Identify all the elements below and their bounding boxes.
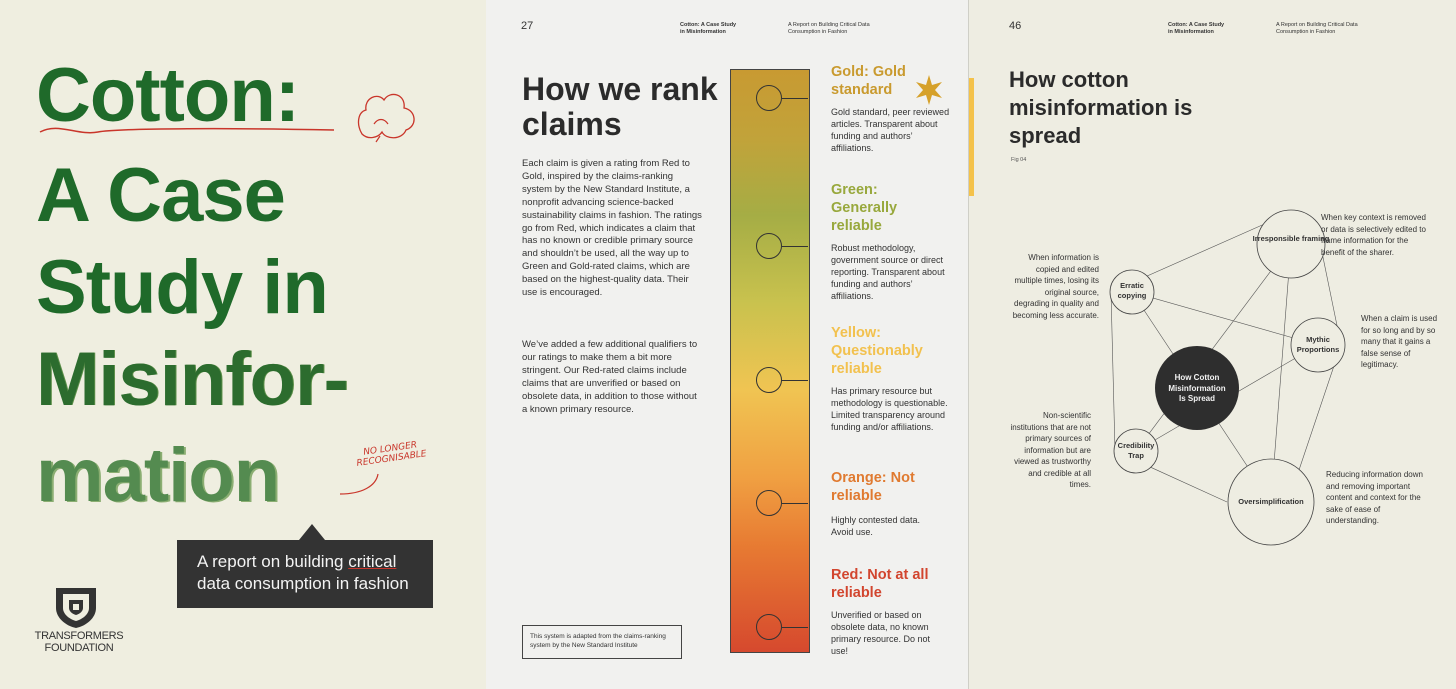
center-node-label: How Cotton Misinformation Is Spread <box>1168 373 1226 403</box>
title-underline-scribble <box>38 120 338 140</box>
running-header-subtitle: A Report on Building Critical Data Consumption in Fashion <box>788 22 870 35</box>
rating-title-red: Red: Not at all reliable <box>831 567 929 601</box>
page-number: 27 <box>521 20 534 32</box>
cover-title-line-3: Study in <box>36 245 328 330</box>
scribble-note: NO LONGER RECOGNISABLE <box>356 440 428 470</box>
page-number: 46 <box>1009 20 1022 32</box>
rating-title-green: Green: Generally reliable <box>831 182 898 234</box>
source-note-box: This system is adapted from the claims-ranking system by the New Standard Institute <box>522 625 682 659</box>
page-title: How cotton misinformation is spread <box>1009 67 1193 148</box>
rating-desc-orange: Highly contested data. Avoid use. <box>831 515 921 537</box>
cover-title-line-2: A Case <box>36 153 285 238</box>
rating-desc-red: Unverified or based on obsolete data, no known primary resource. Do not use! <box>831 610 931 656</box>
page-title: How we rank claims <box>522 71 718 142</box>
desc-oversimplification: Reducing information down and removing important content and context for the sake of ease of understanding. <box>1326 470 1423 525</box>
marker-connector <box>782 503 808 504</box>
logo-line-1: TRANSFORMERS <box>34 630 124 642</box>
running-header-title: Cotton: A Case Study in Misinformation <box>680 22 737 35</box>
desc-mythic-proportions: When a claim is used for so long and by so many that it gains a false sense of legitimacy. <box>1361 314 1438 369</box>
rank-claims-page <box>486 0 968 689</box>
node-erratic-copying: Erratic copying <box>1117 281 1147 300</box>
running-header-title: Cotton: A Case Study in Misinformation <box>1168 22 1225 35</box>
cotton-boll-doodle-icon <box>352 84 422 144</box>
subtitle-text-1: A report on building <box>197 552 349 571</box>
running-header-subtitle: A Report on Building Critical Data Consumption in Fashion <box>1276 22 1358 35</box>
desc-erratic-copying: When information is copied and edited multiple times, losing its original source, degrading in quality and becoming less accurate. <box>1012 253 1099 320</box>
subtitle-text-2: data consumption in fashion <box>197 574 409 593</box>
intro-paragraph: Each claim is given a rating from Red to Gold, inspired by the claims-ranking system by the New Standard Institute, a nonprofit advancing science-backed sustainability claims in fashion. The ratings go from Red, which indicates a claim that has no known or credible primary source and shouldn’t be used, all the way up to Green and Gold-rated claims, which are based on the highest-quality data. Their use is encouraged. <box>522 158 702 299</box>
rating-title-yellow: Yellow: Questionably reliable <box>831 325 923 377</box>
rating-marker-gold <box>756 85 782 111</box>
cover-title-line-4: Misinfor- <box>36 337 348 422</box>
rating-marker-red <box>756 614 782 640</box>
node-credibility-trap: Credibility Trap <box>1117 441 1155 460</box>
node-irresponsible-framing: Irresponsible framing <box>1252 234 1330 243</box>
rating-gradient-bar <box>730 69 810 653</box>
subtitle-emphasis: critical <box>348 552 397 571</box>
rating-desc-gold: Gold standard, peer reviewed articles. Transparent about funding and authors’ affiliations. <box>831 107 950 153</box>
rating-desc-yellow: Has primary resource but methodology is questionable. Limited transparency around funding and/or affiliations. <box>831 386 948 432</box>
rating-marker-orange <box>756 490 782 516</box>
marker-connector <box>782 380 808 381</box>
rating-title-orange: Orange: Not reliable <box>831 470 915 504</box>
foundation-logo-text <box>34 630 124 654</box>
cover-title-line-5: mation <box>36 433 280 518</box>
node-oversimplification: Oversimplification <box>1238 497 1304 506</box>
qualifier-paragraph: We’ve added a few additional qualifiers to our ratings to make them a bit more stringent. Our Red-rated claims include claims that are unverified or based on obsolete data, in addition to those without a known primary resource. <box>522 339 698 415</box>
marker-connector <box>782 627 808 628</box>
scribble-arrow-icon <box>336 470 386 500</box>
foundation-shield-logo-icon <box>52 586 100 630</box>
rating-marker-green <box>756 233 782 259</box>
rating-title-gold: Gold: Gold standard <box>831 64 906 98</box>
desc-credibility-trap: Non-scientific institutions that are not primary sources of information but are viewed as trustworthy and credible at all times. <box>1010 411 1091 489</box>
gold-star-icon <box>913 74 945 106</box>
logo-line-2: FOUNDATION <box>44 642 114 654</box>
spread-diagram-page <box>968 0 1456 689</box>
marker-connector <box>782 246 808 247</box>
marker-connector <box>782 98 808 99</box>
rating-marker-yellow <box>756 367 782 393</box>
cover-page <box>0 0 486 689</box>
figure-label: Fig 04 <box>1011 157 1027 163</box>
node-mythic-proportions: Mythic Proportions <box>1296 335 1340 354</box>
desc-irresponsible-framing: When key context is removed or data is selectively edited to frame information for the benefit of the sharer. <box>1321 213 1426 257</box>
cover-title-line-1: Cotton: <box>36 53 300 138</box>
report-subtitle-box <box>177 540 433 608</box>
rating-desc-green: Robust methodology, government source or direct reporting. Transparent about funding and authors’ affiliations. <box>831 243 945 301</box>
